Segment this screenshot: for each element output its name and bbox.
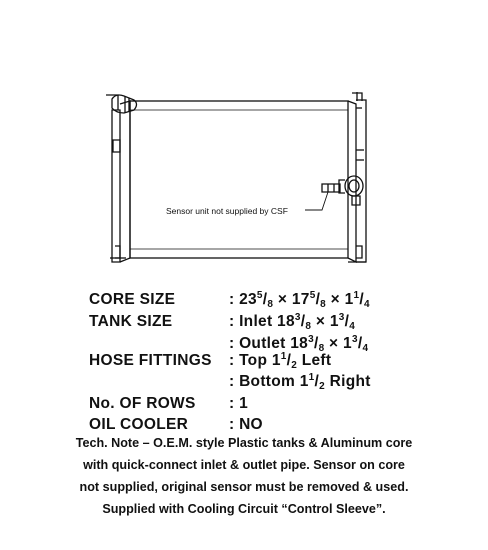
rows-label: No. OF ROWS [89,395,196,412]
oil-cooler-label: OIL COOLER [89,416,189,433]
hose-fittings-bottom: : Bottom $1^1/2$ Right [229,372,371,392]
tech-note-line-3: not supplied, original sensor must be removed & used. [79,480,409,494]
tech-note-line-4: Supplied with Cooling Circuit “Control Sleeve”. [102,502,386,516]
sensor-callout: Sensor unit not supplied by CSF [166,206,288,216]
core-size-label: CORE SIZE [89,291,176,308]
hose-fittings-label: HOSE FITTINGS [89,352,212,369]
left-tank [112,110,120,262]
sensor-port [322,184,340,192]
radiator-core [130,101,348,258]
right-tank [348,101,356,262]
tank-size-inlet: : Inlet $18^3/8 \times 1^3/4$ [229,312,356,332]
tank-size-label: TANK SIZE [89,313,173,330]
tech-note-line-2: with quick-connect inlet & outlet pipe. Sensor on core [83,458,405,472]
tech-note-line-1: Tech. Note – O.E.M. style Plastic tanks & Aluminum core [75,436,413,450]
rows-value: : 1 [229,395,248,412]
core-size-value: : $23^5/8 \times 17^5/8 \times 1^1/4$ [229,290,370,310]
hose-fittings-top: : Top $1^1/2$ Left [229,351,332,371]
tank-size-outlet: : Outlet $18^3/8 \times 1^3/4$ [229,334,369,354]
oil-cooler-value: : NO [229,416,263,433]
